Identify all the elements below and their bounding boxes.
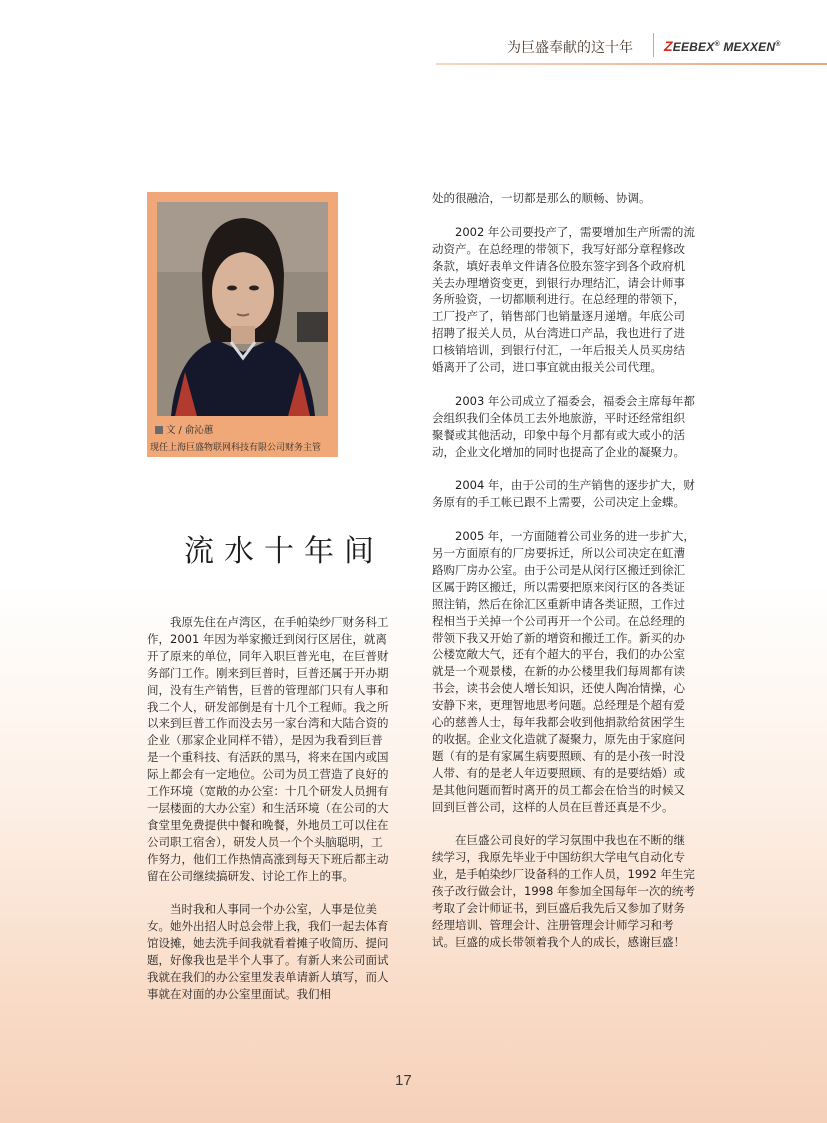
running-header-title: 为巨盛奉献的这十年: [507, 40, 633, 56]
article-paragraph-continuation: 处的很融洽，一切都是那么的顺畅、协调。: [432, 191, 651, 205]
article-right-column: [432, 190, 695, 951]
square-bullet-icon: [155, 426, 163, 434]
mexxen-logo: MEXXEN: [723, 40, 776, 54]
author-photo-frame: [147, 192, 338, 457]
paragraph-spacer: [432, 815, 695, 832]
zeebex-logo: Z: [664, 38, 673, 54]
author-caption: [155, 422, 213, 436]
article-paragraph: 当时我和人事同一个办公室，人事是位美女。她外出招人时总会带上我，我们一起去体育馆设摊，她去洗手间我就看着摊子收简历、提问题，好像我也是半个人事了。有新人来公司面试我就在我们的办公室里发表单请新人填写，而人事就在对面的办公室里面试。我们相: [147, 902, 389, 1001]
header-rule: [436, 63, 827, 65]
registered-mark-icon: ®: [714, 41, 720, 48]
paragraph-spacer: [432, 376, 695, 393]
zeebex-logo-text: EEBEX: [672, 40, 715, 54]
article-paragraph: 我原先住在卢湾区，在手帕染纱厂财务科工作，2001 年因为举家搬迁到闵行区居住，就离开了原来的单位，同年入职巨普光电，在巨普财务部门工作。刚来到巨普时，巨普还属于开办期间，没有生产销售，巨普的管理部门只有人事和我二个人，研发部倒是有十几个工程师。我之所以来到巨普工作而没去另一家台湾和大陆合资的企业（那家企业同样不错），是因为我看到巨普是一个重科技、有活跃的黑马，将来在国内或国际上都会有一定地位。公司为员工营造了良好的工作环境（宽敞的办公室：十几个研发人员拥有一层楼面的大办公室）和生活环境（在公司的大食堂里免费提供中餐和晚餐，外地员工可以住在公司职工宿舍），研发人员一个个头脑聪明，工作努力，他们工作热情高涨到每天下班后都主动留在公司继续搞研发、讨论工作上的事。: [147, 615, 389, 883]
author-photo: [157, 202, 328, 416]
article-title: 流水十年间: [184, 534, 384, 569]
article-paragraph: 2004 年，由于公司的生产销售的逐步扩大，财务原有的手工帐已跟不上需要，公司决定上金蝶。: [432, 478, 695, 510]
brand-logo: [664, 38, 781, 54]
portrait-illustration: [157, 202, 328, 416]
header-divider: [653, 33, 654, 57]
page-number: 17: [395, 1072, 412, 1089]
author-role: 现任上海巨盛物联网科技有限公司财务主管: [150, 443, 322, 453]
article-paragraph: 2003 年公司成立了福委会，福委会主席每年都会组织我们全体员工去外地旅游，平时还经常组织聚餐或其他活动，印象中每个月都有或大或小的活动，企业文化增加的同时也提高了企业的凝聚力。: [432, 393, 695, 459]
article-paragraph: 在巨盛公司良好的学习氛围中我也在不断的继续学习，我原先毕业于中国纺织大学电气自动化专业，是手帕染纱厂设备科的工作人员，1992 年生完孩子改行做会计，1998 年参加全国每年一次的统考考取了会计师证书，到巨盛后我先后又参加了财务经理培训、管理会计、注册管理会计师学习和考试。巨盛的成长带领着我个人的成长，感谢巨盛！: [432, 833, 695, 949]
author-name: 文 / 俞沁蕙: [166, 425, 214, 436]
paragraph-spacer: [147, 885, 393, 902]
paragraph-spacer: [432, 511, 695, 528]
registered-mark-icon: ®: [775, 41, 781, 48]
paragraph-spacer: [432, 207, 695, 224]
article-left-column: [147, 614, 393, 1003]
article-paragraph: 2005 年，一方面随着公司业务的进一步扩大，另一方面原有的厂房要拆迁，所以公司决定在虹漕路购厂房办公室。由于公司是从闵行区搬迁到徐汇区属于跨区搬迁，所以需要把原来闵行区的各类证照注销，然后在徐汇区重新申请各类证照，工作过程相当于关掉一个公司再开一个公司。在总经理的带领下我又开始了新的增资和搬迁工作。新买的办公楼宽敞大气，还有个超大的平台，我们的办公室就是一个观景楼，在新的办公楼里我们每周都有读书会，读书会使人增长知识，还使人陶冶情操，心安静下来，更理智地思考问题。总经理是个超有爱心的慈善人士，每年我都会收到他捐款给贫困学生的收据。企业文化造就了凝聚力，原先由于家庭问题（有的是有家属生病要照顾、有的是小孩一时没人带、有的是老人年迈要照顾、有的是要结婚）或是其他问题而暂时离开的员工都会在恰当的时候又回到巨普公司，这样的人员在巨普还真是不少。: [432, 529, 695, 814]
article-paragraph: 2002 年公司要投产了，需要增加生产所需的流动资产。在总经理的带领下，我写好部分章程修改条款，填好表单文件请各位股东签字到各个政府机关去办理增资变更，到银行办理结汇，请会计师事务所验资，一切都顺利进行。在总经理的带领下，工厂投产了，销售部门也销量逐月递增。年底公司招聘了报关人员，从台湾进口产品，我也进行了进口核销培训，到银行付汇，一年后报关人员买房结婚离开了公司，进口事宜就由报关公司代理。: [432, 224, 695, 375]
paragraph-spacer: [432, 460, 695, 477]
